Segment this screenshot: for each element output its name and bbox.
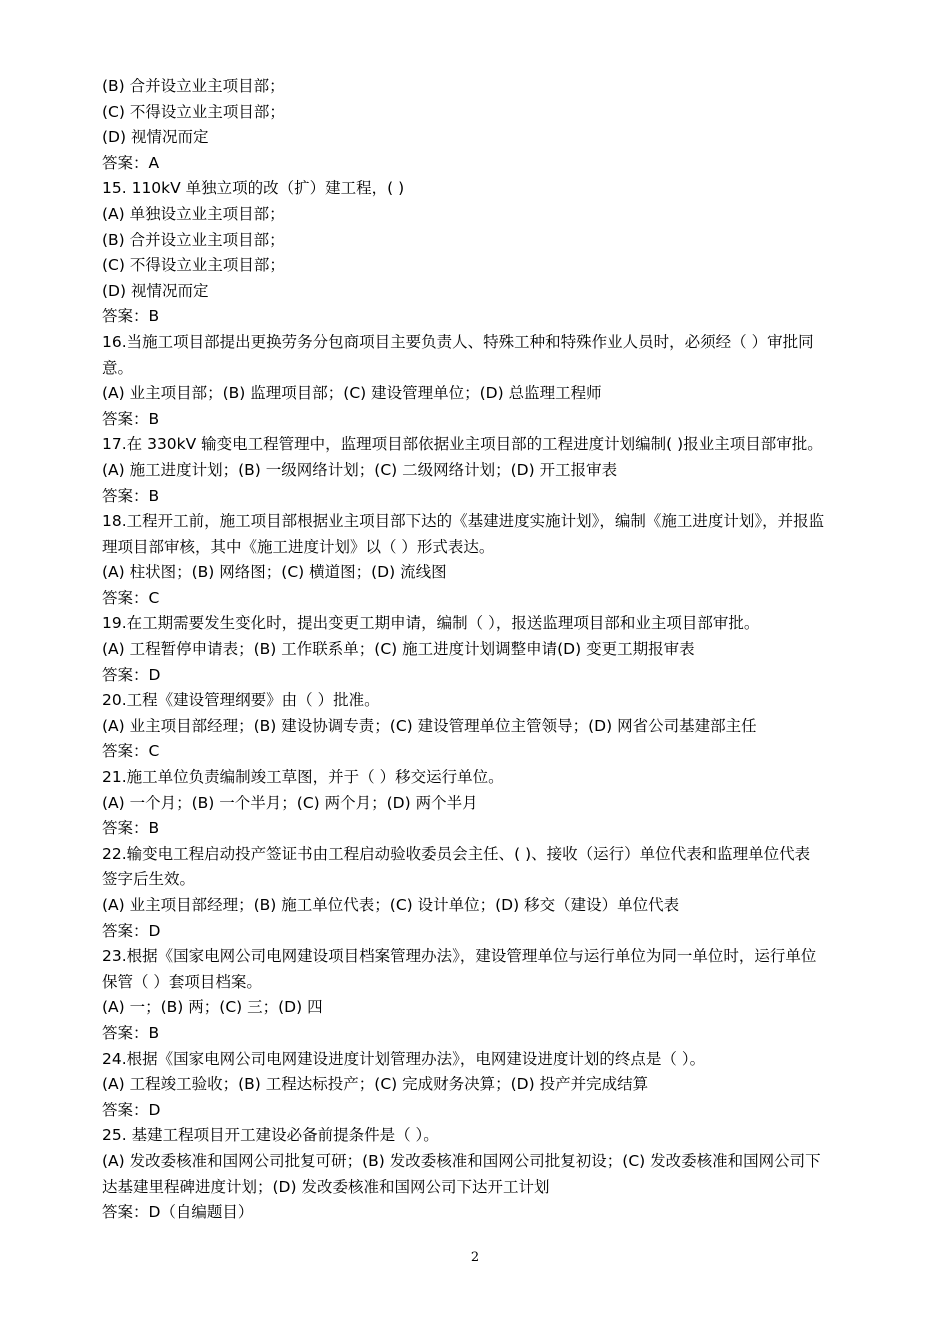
question-line: 22.输变电工程启动投产签证书由工程启动验收委员会主任、( )、接收（运行）单位代表和监理单位代表 xyxy=(102,844,811,863)
question-line: 19.在工期需要发生变化时，提出变更工期申请，编制（ ），报送监理项目部和业主项目部审批。 xyxy=(102,614,760,633)
answer-line: 答案：B xyxy=(102,307,160,326)
text-line: 签字后生效。 xyxy=(102,870,196,889)
document-body xyxy=(102,74,882,1226)
answer-line: 答案：D xyxy=(102,665,161,684)
options-line: (A) 业主项目部经理；(B) 施工单位代表；(C) 设计单位；(D) 移交（建设）单位代表 xyxy=(102,896,680,914)
options-line: (A) 一；(B) 两；(C) 三；(D) 四 xyxy=(102,998,323,1017)
question-line: 24.根据《国家电网公司电网建设进度计划管理办法》，电网建设进度计划的终点是（ ）。 xyxy=(102,1049,706,1068)
options-line: (A) 工程竣工验收；(B) 工程达标投产；(C) 完成财务决算；(D) 投产并完成结算 xyxy=(102,1075,649,1094)
options-line: (A) 业主项目部经理；(B) 建设协调专责；(C) 建设管理单位主管领导；(D) 网省公司基建部主任 xyxy=(102,716,757,735)
answer-line: 答案：A xyxy=(102,153,160,172)
options-line: (A) 一个月；(B) 一个半月；(C) 两个月；(D) 两个半月 xyxy=(102,793,478,812)
answer-line: 答案：B xyxy=(102,819,160,838)
answer-line: 答案：B xyxy=(102,1023,160,1042)
options-line: (A) 发改委核准和国网公司批复可研；(B) 发改委核准和国网公司批复初设；(C) 发改委核准和国网公司下 xyxy=(102,1151,821,1170)
text-line: (C) 不得设立业主项目部； xyxy=(102,102,285,121)
options-line: (A) 施工进度计划；(B) 一级网络计划；(C) 二级网络计划；(D) 开工报审表 xyxy=(102,460,618,479)
question-line: 18.工程开工前，施工项目部根据业主项目部下达的《基建进度实施计划》，编制《施工进度计划》，并报监 xyxy=(102,512,825,531)
answer-line: 答案：D（自编题目） xyxy=(102,1203,254,1222)
question-line: 21.施工单位负责编制竣工草图，并于（ ）移交运行单位。 xyxy=(102,768,504,787)
answer-line: 答案：B xyxy=(102,486,160,505)
text-line: (D) 视情况而定 xyxy=(102,128,209,147)
text-line: (B) 合并设立业主项目部； xyxy=(102,230,285,249)
options-line: (A) 业主项目部；(B) 监理项目部；(C) 建设管理单位；(D) 总监理工程师 xyxy=(102,384,602,403)
text-line: 保管（ ）套项目档案。 xyxy=(102,972,262,991)
question-line: 17.在 330kV 输变电工程管理中，监理项目部依据业主项目部的工程进度计划编制( )报业主项目部审批。 xyxy=(102,435,823,454)
text-line: (B) 合并设立业主项目部； xyxy=(102,77,285,95)
answer-line: 答案：B xyxy=(102,409,160,428)
answer-line: 答案：D xyxy=(102,921,161,940)
text-line: 理项目部审核，其中《施工进度计划》以（ ）形式表达。 xyxy=(102,537,495,556)
options-line: (A) 柱状图；(B) 网络图；(C) 横道图；(D) 流线图 xyxy=(102,563,447,582)
text-line: (C) 不得设立业主项目部； xyxy=(102,256,285,275)
question-line: 25. 基建工程项目开工建设必备前提条件是（ ）。 xyxy=(102,1126,439,1145)
text-line: (D) 视情况而定 xyxy=(102,281,209,300)
question-line: 15. 110kV 单独立项的改（扩）建工程，( ) xyxy=(102,179,405,198)
text-line: 达基建里程碑进度计划；(D) 发改委核准和国网公司下达开工计划 xyxy=(102,1177,550,1196)
question-line: 20.工程《建设管理纲要》由（ ）批准。 xyxy=(102,691,380,710)
answer-line: 答案：D xyxy=(102,1100,161,1119)
text-line: (A) 单独设立业主项目部； xyxy=(102,204,285,223)
page-number: 2 xyxy=(470,1250,480,1265)
answer-line: 答案：C xyxy=(102,588,160,607)
answer-line: 答案：C xyxy=(102,742,160,761)
text-line: 意。 xyxy=(102,358,134,377)
question-line: 16.当施工项目部提出更换劳务分包商项目主要负责人、特殊工种和特殊作业人员时，必须经（ ）审批同 xyxy=(102,332,814,351)
question-line: 23.根据《国家电网公司电网建设项目档案管理办法》，建设管理单位与运行单位为同一单位时，运行单位 xyxy=(102,947,817,966)
options-line: (A) 工程暂停申请表；(B) 工作联系单；(C) 施工进度计划调整申请(D) 变更工期报审表 xyxy=(102,640,695,659)
